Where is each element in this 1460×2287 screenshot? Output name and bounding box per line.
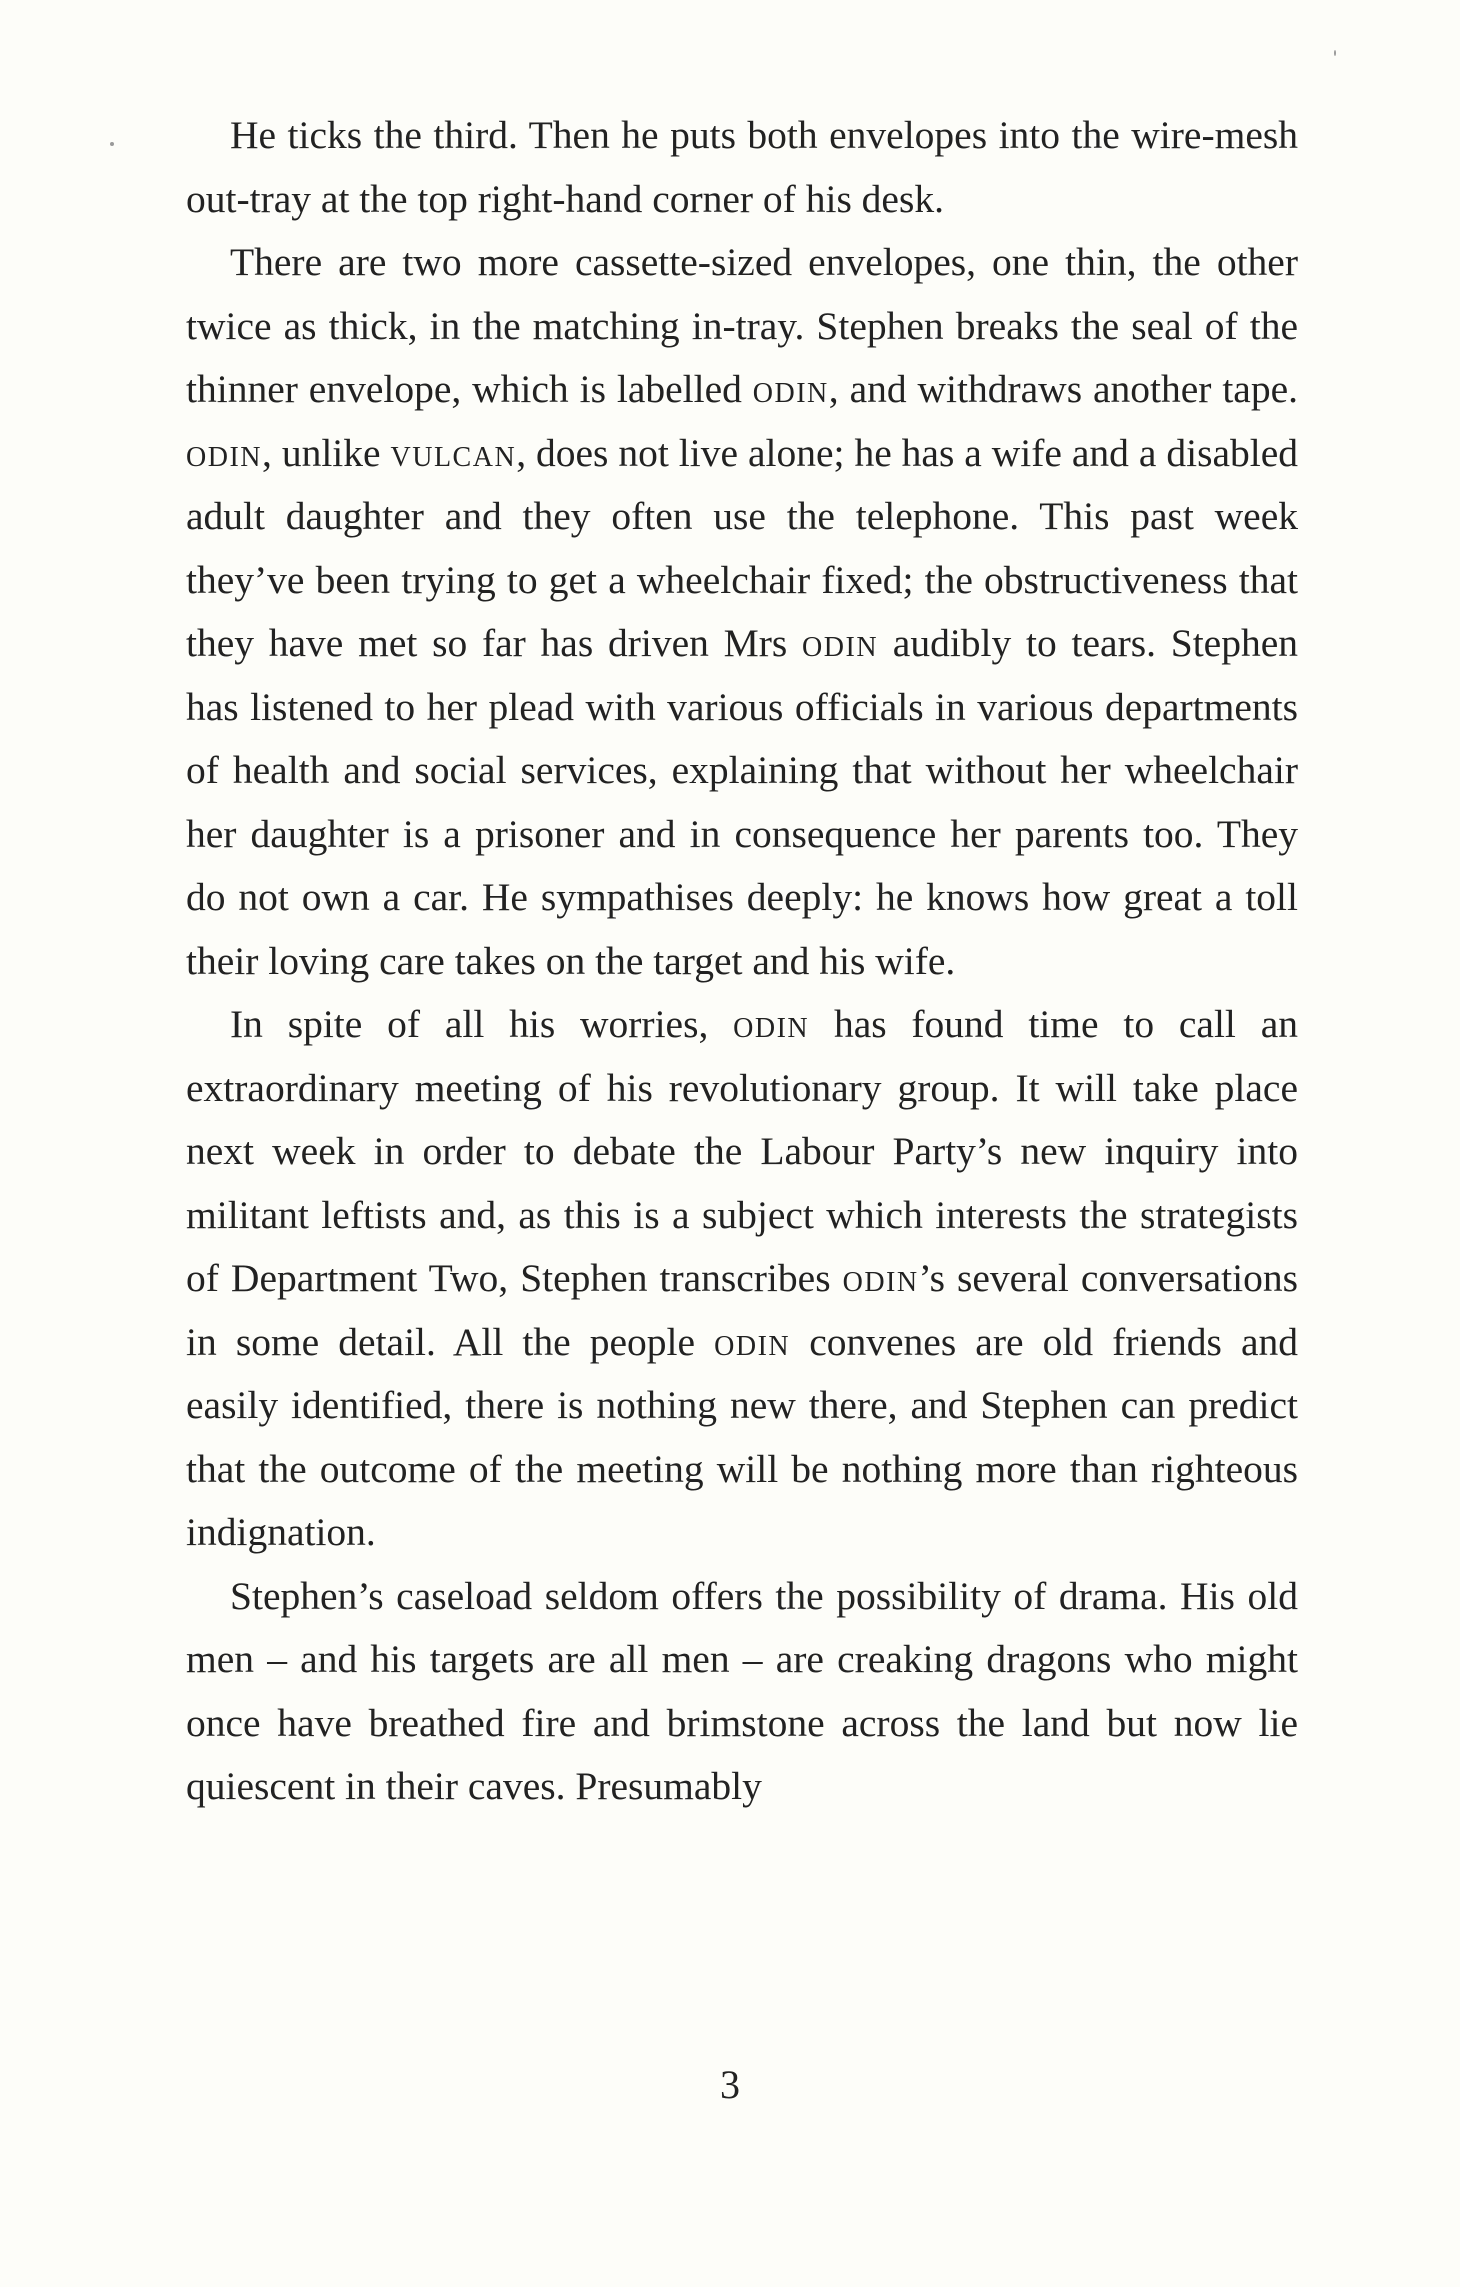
paragraph-3 xyxy=(186,993,1298,1565)
text-run: ’s several conversations in some detail. All the people xyxy=(186,1256,1299,1364)
text-run: , unlike xyxy=(262,430,391,475)
paper-speck xyxy=(1334,50,1336,56)
codename-text: odin xyxy=(752,367,829,411)
paragraph-2 xyxy=(186,231,1298,993)
text-run: Stephen’s caseload seldom offers the possibility of drama. His old men – and his targets are all men – are creaking dragons who might once have breathed fire and brimstone across the land but now lie quiescent in their caves. Presumably xyxy=(186,1573,1298,1808)
body-text xyxy=(186,104,1298,1819)
text-run: , does not live alone; he has a wife and a disabled adult daughter and they often use the telephone. This past week they’ve been trying to get a wheelchair fixed; the obstructiveness that they have met so far has driven Mrs xyxy=(186,430,1298,665)
codename-text: vulcan xyxy=(390,430,517,475)
text-run: convenes are old friends and easily identified, there is nothing new there, and Stephen can predict that the outcome of the meeting will be nothing more than righteous indignation. xyxy=(186,1319,1298,1554)
text-run: has found time to call an extraordinary meeting of his revolutionary group. It will take place next week in order to debate the Labour Party’s new inquiry into militant leftists and, as this is a subject which interests the strategists of Department Two, Stephen transcribes xyxy=(186,1002,1298,1300)
codename-text: odin xyxy=(733,1002,810,1046)
codename-text: odin xyxy=(714,1319,791,1364)
codename-text: odin xyxy=(186,430,262,475)
paragraph-1 xyxy=(186,104,1298,231)
text-run: He ticks the third. Then he puts both envelopes into the wire-mesh out-tray at the top right-hand corner of his desk. xyxy=(186,113,1298,221)
paragraph-4 xyxy=(186,1565,1298,1819)
text-run: , and withdraws another tape. xyxy=(828,367,1298,411)
text-run: In spite of all his worries, xyxy=(230,1002,734,1046)
page-number: 3 xyxy=(720,2062,740,2107)
paper-speck xyxy=(110,142,114,146)
codename-text: odin xyxy=(842,1256,919,1300)
text-run: audibly to tears. Stephen has listened to her plead with various officials in various departments of health and social services, explaining that without her wheelchair her daughter is a prisoner and in consequence her parents too. They do not own a car. He sympathises deeply: he knows how great a toll their loving care takes on the target and his wife. xyxy=(186,621,1298,983)
codename-text: odin xyxy=(802,621,879,665)
text-run: There are two more cassette-sized envelopes, one thin, the other twice as thick, in the matching in-tray. Stephen breaks the seal of the thinner envelope, which is labelled xyxy=(186,240,1298,411)
